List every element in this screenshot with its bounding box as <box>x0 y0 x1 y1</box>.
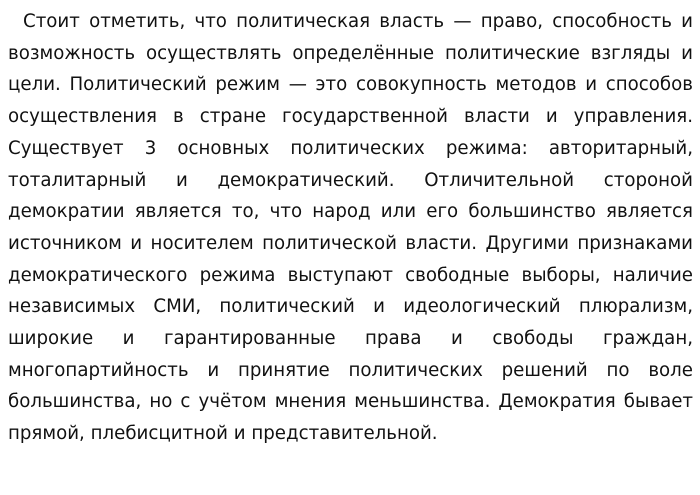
document-page <box>8 6 693 450</box>
body-paragraph: Стоит отметить, что политическая власть — право, способность и возможность осуществлять определённые политические взгляды и цели. Политический режим — это совокупность методов и способов осуществления в стране государственной власти и управления. Существует 3 основных политических режима: авторитарный, тоталитарный и демократический. Отличительной стороной демократии является то, что народ или его большинство является источником и носителем политической власти. Другими признаками демократического режима выступают свободные выборы, наличие независимых СМИ, политический и идеологический плюрализм, широкие и гарантированные права и свободы граждан, многопартийность и принятие политических решений по воле большинства, но с учётом мнения меньшинства. Демократия бывает прямой, плебисцитной и представительной. <box>8 11 693 445</box>
